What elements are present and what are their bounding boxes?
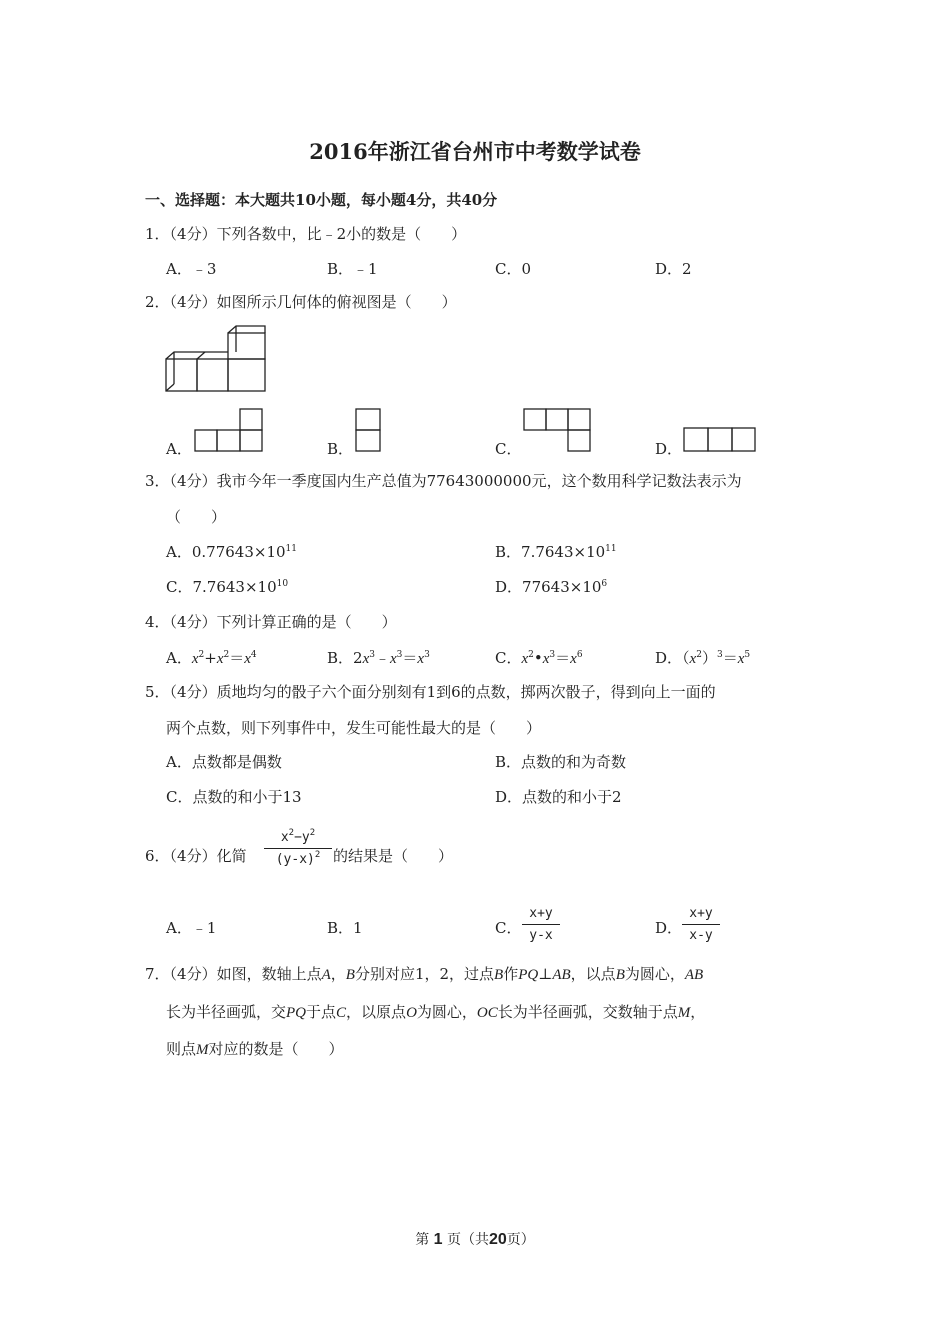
q3-option-d: D．$77643\times 10^6$ xyxy=(495,578,608,596)
q6-denominator: $(y-x)^2$ xyxy=(275,850,321,867)
section-heading: 一、选择题：本大题共10小题，每小题4分，共40分 xyxy=(145,191,498,209)
q2-stem: 2．（4分）如图所示几何体的俯视图是（ ） xyxy=(145,293,457,311)
q6-option-c-bar xyxy=(522,924,560,925)
q6-option-d-bar xyxy=(682,924,720,925)
q3-stem-line2: （ ） xyxy=(166,508,227,526)
q1-option-d: D．2 xyxy=(655,260,692,278)
q3-option-b: B．$7.7643\times 10^{11}$ xyxy=(495,543,617,561)
q1-option-a: A．﹣3 xyxy=(166,260,217,278)
q6-stem-pre: 6．（4分）化简 xyxy=(145,847,247,865)
q5-option-a: A．点数都是偶数 xyxy=(166,753,282,771)
q1-option-b: B．﹣1 xyxy=(327,260,378,278)
q4-stem: 4．（4分）下列计算正确的是（ ） xyxy=(145,613,397,631)
q3-option-c: C．$7.7643\times 10^{10}$ xyxy=(166,578,289,596)
q6-fraction xyxy=(264,830,332,867)
q4-option-b: B．$2x^3﹣x^3=x^3$ xyxy=(327,649,430,667)
q4-option-d: D．$(x^2)^3=x^5$ xyxy=(655,649,751,667)
q6-stem-post: 的结果是（ ） xyxy=(333,847,454,865)
q6-option-d-fraction xyxy=(682,906,720,943)
q2-option-b-label: B． xyxy=(327,440,354,458)
q6-fraction-bar xyxy=(264,848,332,849)
q2-option-b-figure xyxy=(354,407,384,453)
q5-stem-line2: 两个点数，则下列事件中，发生可能性最大的是（ ） xyxy=(166,719,542,737)
q5-option-c: C．点数的和小于13 xyxy=(166,788,302,806)
q3-stem-line1: 3．（4分）我市今年一季度国内生产总值为77643000000元，这个数用科学记数法表示为 xyxy=(145,472,742,490)
page-total: 20 xyxy=(489,1231,507,1248)
q7-stem-line3: 则点M对应的数是（ ） xyxy=(166,1040,344,1058)
q5-option-b: B．点数的和为奇数 xyxy=(495,753,627,771)
page-title: 2016年浙江省台州市中考数学试卷 xyxy=(309,139,641,164)
q2-option-c-figure xyxy=(522,407,594,453)
q5-stem-line1: 5．（4分）质地均匀的骰子六个面分别刻有1到6的点数，掷两次骰子，得到向上一面的 xyxy=(145,683,716,701)
q6-option-c-fraction xyxy=(522,906,560,943)
q6-option-c-denominator: y-x xyxy=(529,928,553,943)
page-number: 1 xyxy=(433,1231,443,1248)
q2-option-a-label: A． xyxy=(166,440,192,458)
q2-option-a-figure xyxy=(193,407,265,453)
q1-stem: 1．（4分）下列各数中，比﹣2小的数是（ ） xyxy=(145,225,467,243)
q1-option-c: C．0 xyxy=(495,260,532,278)
q3-option-a: A．$0.77643\times 10^{11}$ xyxy=(166,543,297,561)
q2-option-d-label: D． xyxy=(655,440,683,458)
q6-option-c-numerator: x+y xyxy=(529,906,553,921)
q6-option-a: A．﹣1 xyxy=(166,919,217,937)
q5-option-d: D．点数的和小于2 xyxy=(495,788,622,806)
q6-option-d-denominator: x-y xyxy=(689,928,713,943)
q4-option-a: A．$x^2+x^2=x^4$ xyxy=(166,649,257,667)
q2-solid-figure xyxy=(160,320,272,398)
q7-stem-line1: 7．（4分）如图，数轴上点A，B分别对应1，2，过点B作PQ⊥AB，以点B为圆心，AB xyxy=(145,965,704,983)
q6-numerator: $x^2-y^2$ xyxy=(280,828,316,845)
q6-option-d-label: D． xyxy=(655,919,683,937)
q2-option-d-figure xyxy=(682,426,758,453)
q6-option-d-numerator: x+y xyxy=(689,906,713,921)
page-footer: 第 1 页（共20页） xyxy=(415,1231,535,1248)
q2-option-c-label: C． xyxy=(495,440,522,458)
q4-option-c: C．$x^2•x^3=x^6$ xyxy=(495,649,583,667)
q7-stem-line2: 长为半径画弧，交PQ于点C，以原点O为圆心，OC长为半径画弧，交数轴于点M， xyxy=(166,1003,706,1021)
q6-option-c-label: C． xyxy=(495,919,522,937)
q6-option-b: B．1 xyxy=(327,919,363,937)
